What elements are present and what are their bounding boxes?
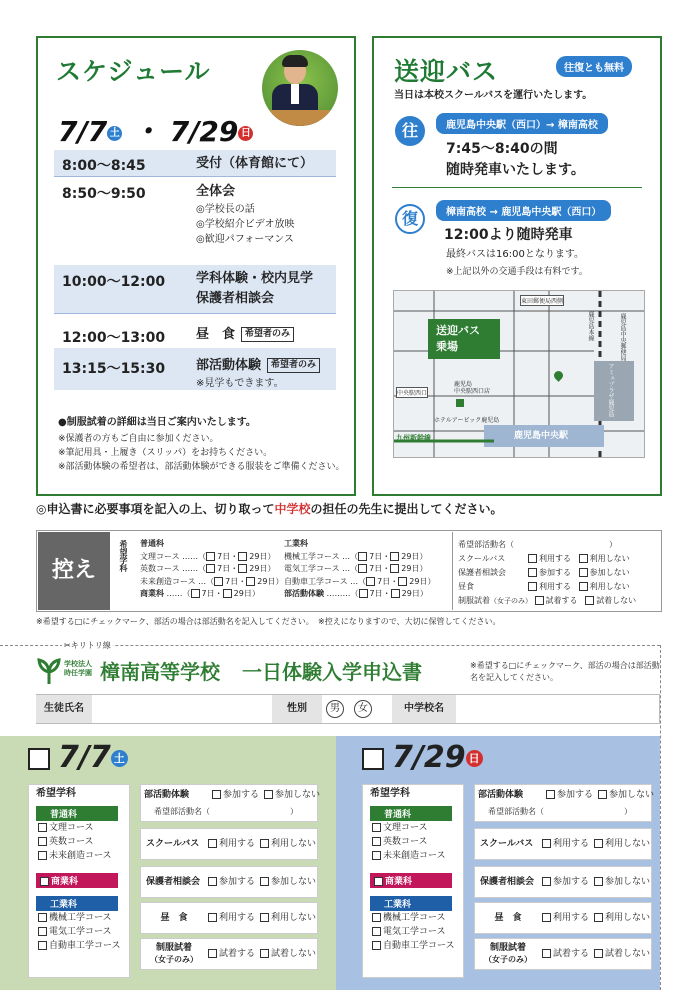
uniform-yes[interactable]: 試着する bbox=[542, 948, 589, 960]
lunch-label: 昼 食 bbox=[160, 913, 188, 923]
bus-label: スクールバス bbox=[480, 839, 534, 849]
day-sat-badge: 土 bbox=[107, 126, 122, 141]
course-item[interactable]: 英数コース bbox=[38, 836, 94, 848]
panel-date: 7/7 土 bbox=[58, 740, 128, 775]
band-industry: 工業科 bbox=[36, 896, 118, 911]
return-icon: 復 bbox=[395, 204, 425, 234]
club-join[interactable]: 参加する bbox=[212, 789, 259, 801]
time-4: 12:00〜13:00 bbox=[62, 330, 166, 346]
school-logo-icon bbox=[36, 658, 62, 684]
desc-5-sub: ※見学もできます。 bbox=[196, 378, 284, 389]
bus-yes[interactable]: 利用する bbox=[542, 838, 589, 850]
access-map bbox=[393, 290, 645, 458]
uniform-yes[interactable]: 試着する bbox=[208, 948, 255, 960]
sex-female[interactable]: 女 bbox=[354, 700, 372, 718]
copy-middle-2 bbox=[284, 538, 444, 601]
map-tram: 鹿児島本線 bbox=[587, 311, 594, 341]
school-corp: 学校法人 時任学園 bbox=[64, 660, 92, 677]
return-last: 最終バスは16:00となります。 bbox=[446, 249, 585, 260]
course-item[interactable]: 電気工学コース bbox=[38, 926, 112, 938]
copy-r-uniform: 制服試着（女子のみ） 試着する 試着しない bbox=[458, 596, 637, 605]
map-label-2: 乗場 bbox=[436, 340, 458, 353]
parent-yes[interactable]: 参加する bbox=[208, 876, 255, 888]
band-general: 普通科 bbox=[36, 806, 118, 821]
instruction-post: の担任の先生に提出してください。 bbox=[310, 502, 503, 516]
course-item[interactable]: 自動車工学コース bbox=[38, 940, 121, 952]
return-route: 樟南高校 → 鹿児島中央駅（西口） bbox=[436, 200, 611, 221]
course-item[interactable]: 未来創造コース bbox=[372, 850, 446, 862]
map-eki: 鹿児島 中央駅西口店 bbox=[454, 381, 491, 395]
band-industry: 工業科 bbox=[370, 896, 452, 911]
course-hope: 希望学科 bbox=[370, 788, 410, 799]
student-name-label: 生徒氏名 bbox=[36, 695, 92, 723]
desc-3-line1: 学科体験・校内見学 bbox=[196, 271, 314, 286]
copy-divider bbox=[452, 532, 453, 610]
time-1: 8:00〜8:45 bbox=[62, 158, 146, 174]
lunch-yes[interactable]: 利用する bbox=[208, 912, 255, 924]
date-7-7: 7/7 bbox=[58, 115, 108, 148]
desc-3 bbox=[196, 269, 313, 309]
club-nojoin[interactable]: 参加しない bbox=[264, 789, 320, 801]
copy-r-club: 希望部活動名（ ） bbox=[458, 540, 617, 549]
outbound-time: 7:45〜8:40の間 bbox=[446, 141, 558, 157]
copy-g-2: 英数コース ……（ 7日・ 29日） bbox=[140, 564, 276, 573]
student-name-input[interactable] bbox=[92, 695, 272, 723]
parent-no[interactable]: 参加しない bbox=[594, 876, 650, 888]
day-sun-badge: 日 bbox=[238, 126, 253, 141]
lunch-label: 昼 食 bbox=[494, 913, 522, 923]
copy-r-parent: 保護者相談会 参加する 参加しない bbox=[458, 568, 630, 577]
desc-4-tag: 希望者のみ bbox=[241, 327, 294, 342]
band-commerce: 商業科 bbox=[370, 873, 452, 888]
copy-g-1: 文理コース ……（ 7日・ 29日） bbox=[140, 551, 276, 561]
return-time: 12:00より随時発車 bbox=[444, 227, 573, 243]
desc-5-title: 部活動体験 bbox=[196, 358, 262, 373]
outbound-icon: 往 bbox=[395, 116, 425, 146]
club-label: 部活動体験 bbox=[478, 790, 524, 800]
course-item[interactable]: 未来創造コース bbox=[38, 850, 112, 862]
outbound-text: 随時発車いたします。 bbox=[446, 162, 585, 178]
map-hotel: ホテルアービック鹿児島 bbox=[434, 417, 500, 424]
bus-subtitle: 当日は本校スクールバスを運行いたします。 bbox=[394, 90, 593, 101]
copy-i-3: 自動車工学コース …（ 7日・ 29日） bbox=[284, 576, 436, 586]
course-item[interactable]: 文理コース bbox=[372, 822, 428, 834]
copy-note-2: ※控えになりますので、大切に保管してください。 bbox=[318, 617, 501, 626]
copy-industry: 工業科 bbox=[284, 539, 308, 548]
desc-2-sub-3: ◎歓迎パフォーマンス bbox=[196, 234, 294, 245]
parent-no[interactable]: 参加しない bbox=[260, 876, 316, 888]
uniform-no[interactable]: 試着しない bbox=[594, 948, 650, 960]
copy-commerce: 商業科 ……（ 7日・ 29日） bbox=[140, 589, 260, 598]
date-separator: ・ bbox=[131, 115, 160, 148]
desc-2 bbox=[196, 182, 295, 247]
bus-no[interactable]: 利用しない bbox=[260, 838, 316, 850]
club-name-field[interactable]: 希望部活動名（ ） bbox=[154, 807, 298, 816]
course-item[interactable]: 電気工学コース bbox=[372, 926, 446, 938]
instruction bbox=[36, 500, 503, 517]
desc-3-line2: 保護者相談会 bbox=[196, 291, 275, 306]
desc-1: 受付（体育館にて） bbox=[196, 156, 314, 171]
course-item[interactable]: 自動車工学コース bbox=[372, 940, 455, 952]
schedule-note-1: ●制服試着の詳細は当日ご案内いたします。 bbox=[58, 417, 256, 428]
club-nojoin[interactable]: 参加しない bbox=[598, 789, 654, 801]
course-item[interactable]: 英数コース bbox=[372, 836, 428, 848]
schedule-note-4: ※部活動体験の希望者は、部活動体験ができる服装をご準備ください。 bbox=[58, 462, 345, 472]
course-hope: 希望学科 bbox=[36, 788, 76, 799]
desc-2-sub-2: ◎学校紹介ビデオ放映 bbox=[196, 219, 295, 230]
lunch-no[interactable]: 利用しない bbox=[260, 912, 316, 924]
speaker-photo bbox=[262, 50, 338, 126]
desc-5-tag: 希望者のみ bbox=[267, 358, 320, 373]
copy-label: 控え bbox=[38, 532, 110, 610]
map-shinkansen: 九州新幹線 bbox=[396, 434, 431, 442]
copy-note-1: ※希望する□にチェックマーク、部活の場合は部活動名を記入してください。 bbox=[36, 617, 314, 626]
uniform-label: 制服試着 （女子のみ） bbox=[150, 943, 198, 964]
panel-date: 7/29 日 bbox=[392, 740, 483, 775]
copy-i-2: 電気工学コース …（ 7日・ 29日） bbox=[284, 564, 428, 573]
date-7-29: 7/29 bbox=[169, 115, 239, 148]
instruction-red: 中学校 bbox=[274, 502, 311, 516]
map-post: 鹿児島中央郵便局 bbox=[619, 313, 626, 361]
instruction-pre: ◎申込書に必要事項を記入の上、切り取って bbox=[36, 502, 275, 516]
course-item[interactable]: 機械工学コース bbox=[38, 912, 112, 924]
uniform-no[interactable]: 試着しない bbox=[260, 948, 316, 960]
desc-2-title: 全体会 bbox=[196, 184, 236, 199]
desc-4 bbox=[196, 325, 294, 345]
club-name-field[interactable]: 希望部活動名（ ） bbox=[488, 807, 632, 816]
sex-label: 性別 bbox=[272, 695, 322, 723]
copy-g-3: 未来創造コース …（ 7日・ 29日） bbox=[140, 576, 284, 586]
copy-general: 普通科 bbox=[140, 539, 164, 548]
lunch-yes[interactable]: 利用する bbox=[542, 912, 589, 924]
parent-yes[interactable]: 参加する bbox=[542, 876, 589, 888]
schedule-note-3: ※筆記用具・上履き（スリッパ）をお持ちください。 bbox=[58, 448, 273, 458]
outbound-route: 鹿児島中央駅（西口）→ 樟南高校 bbox=[436, 113, 608, 134]
scissors-icon: ✂ bbox=[64, 641, 71, 650]
band-general: 普通科 bbox=[370, 806, 452, 821]
uniform-label: 制服試着 （女子のみ） bbox=[484, 943, 532, 964]
parent-label: 保護者相談会 bbox=[146, 877, 201, 887]
cut-label: ✂キリトリ線 bbox=[64, 641, 111, 650]
form-note: ※希望する□にチェックマーク、部活の場合は部活動名を記入してください。 bbox=[470, 661, 660, 682]
map-amu: アミュプラザ鹿児島 bbox=[607, 363, 614, 417]
lunch-no[interactable]: 利用しない bbox=[594, 912, 650, 924]
map-east: 東田郵便局西側 bbox=[520, 295, 564, 306]
map-station: 鹿児島中央駅 bbox=[514, 431, 569, 441]
date-checkbox[interactable] bbox=[362, 748, 384, 770]
time-3: 10:00〜12:00 bbox=[62, 274, 166, 290]
bus-label: スクールバス bbox=[146, 839, 200, 849]
copy-club: 部活動体験 ………（ 7日・ 29日） bbox=[284, 589, 428, 598]
bus-yes[interactable]: 利用する bbox=[208, 838, 255, 850]
copy-hope: 希望学科 bbox=[119, 540, 128, 572]
bus-divider bbox=[392, 187, 642, 188]
bus-no[interactable]: 利用しない bbox=[594, 838, 650, 850]
copy-r-bus: スクールバス 利用する 利用しない bbox=[458, 554, 630, 563]
course-item[interactable]: 機械工学コース bbox=[372, 912, 446, 924]
schedule-date-range bbox=[58, 110, 253, 150]
club-join[interactable]: 参加する bbox=[546, 789, 593, 801]
form-title: 一日体験入学申込書 bbox=[242, 660, 422, 684]
schedule-title: スケジュール bbox=[56, 57, 211, 86]
course-item[interactable]: 文理コース bbox=[38, 822, 94, 834]
club-label: 部活動体験 bbox=[144, 790, 190, 800]
band-commerce: 商業科 bbox=[36, 873, 118, 888]
copy-r-lunch: 昼食 利用する 利用しない bbox=[458, 582, 630, 591]
date-checkbox[interactable] bbox=[28, 748, 50, 770]
cut-line-right bbox=[660, 645, 661, 990]
copy-i-1: 機械工学コース …（ 7日・ 29日） bbox=[284, 551, 428, 561]
free-badge: 往復とも無料 bbox=[556, 56, 632, 77]
copy-right bbox=[458, 538, 658, 608]
time-2: 8:50〜9:50 bbox=[62, 186, 146, 202]
bus-title: 送迎バス bbox=[394, 57, 499, 86]
sex-male[interactable]: 男 bbox=[326, 700, 344, 718]
map-bus-stop-label bbox=[428, 319, 500, 359]
time-5: 13:15〜15:30 bbox=[62, 361, 166, 377]
map-west: 中央駅西口 bbox=[396, 387, 428, 398]
desc-2-sub-1: ◎学校長の話 bbox=[196, 204, 255, 215]
jhs-input[interactable] bbox=[456, 695, 660, 723]
desc-4-title: 昼 食 bbox=[196, 327, 236, 342]
schedule-note-2: ※保護者の方もご自由に参加ください。 bbox=[58, 434, 219, 444]
parent-label: 保護者相談会 bbox=[480, 877, 535, 887]
desc-5 bbox=[196, 356, 320, 391]
jhs-label: 中学校名 bbox=[392, 695, 456, 723]
map-label-1: 送迎バス bbox=[436, 324, 480, 337]
return-note: ※上記以外の交通手段は有料です。 bbox=[446, 267, 588, 277]
school-name: 樟南高等学校 bbox=[100, 660, 220, 684]
